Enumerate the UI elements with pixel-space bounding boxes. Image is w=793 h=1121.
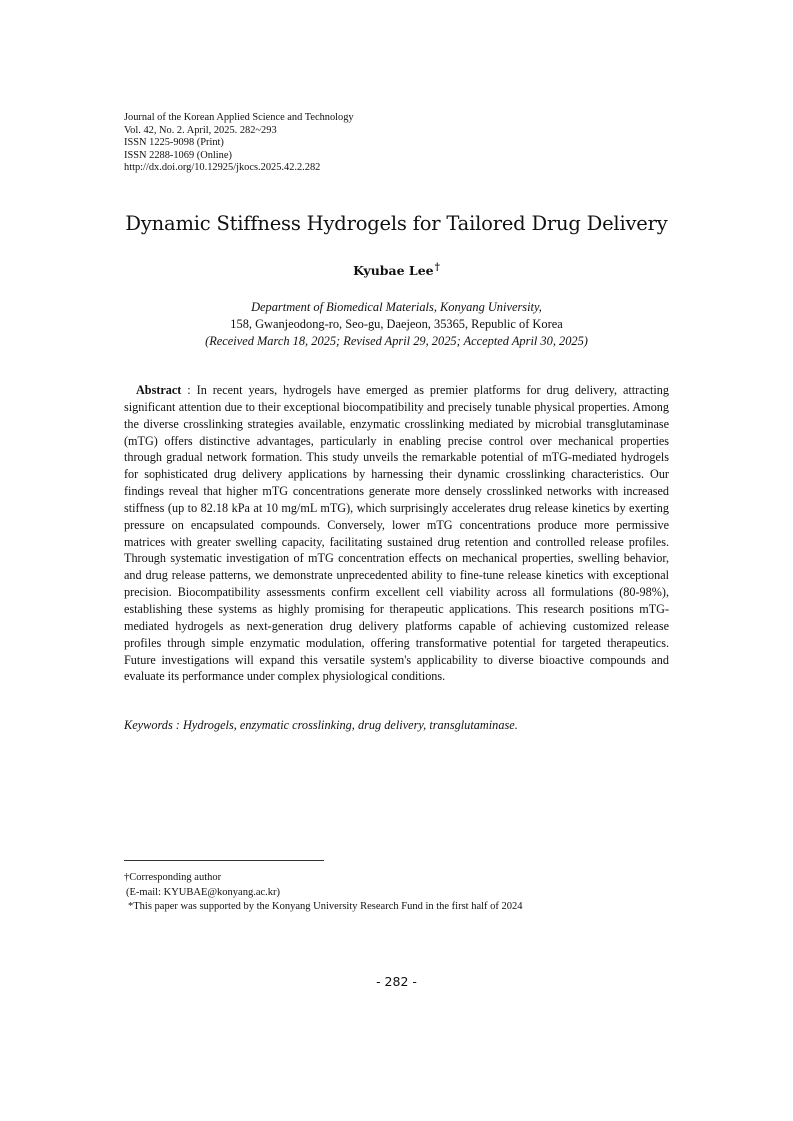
journal-info <box>124 112 354 175</box>
address: 158, Gwanjeodong-ro, Seo-gu, Daejeon, 35365, Republic of Korea <box>230 317 563 331</box>
corresponding-author-note <box>124 871 523 886</box>
issn-print: ISSN 1225-9098 (Print) <box>124 137 224 149</box>
corresponding-label: Corresponding author <box>129 872 222 883</box>
journal-name: Journal of the Korean Applied Science and Technology <box>124 112 354 123</box>
abstract <box>124 382 669 685</box>
footnotes <box>124 871 523 915</box>
abstract-label: Abstract <box>136 383 182 397</box>
keywords: Keywords : Hydrogels, enzymatic crosslinking, drug delivery, transglutaminase. <box>124 718 518 732</box>
abstract-separator: : <box>181 383 197 397</box>
affiliation-block <box>0 299 793 350</box>
author-name: Kyubae Lee <box>353 263 434 279</box>
author-email: (E-mail: KYUBAE@konyang.ac.kr) <box>126 886 281 898</box>
footnote-divider <box>124 860 324 861</box>
journal-volume: Vol. 42, No. 2. April, 2025. 282~293 <box>124 124 277 136</box>
issn-online: ISSN 2288-1069 (Online) <box>124 149 232 161</box>
received-dates: (Received March 18, 2025; Revised April 29, 2025; Accepted April 30, 2025) <box>205 334 588 348</box>
doi-link[interactable]: http://dx.doi.org/10.12925/jkocs.2025.42.2.282 <box>124 162 321 174</box>
author-line <box>0 262 793 278</box>
paper-title: Dynamic Stiffness Hydrogels for Tailored Drug Delivery <box>125 212 668 235</box>
page-number: - 282 - <box>376 974 417 989</box>
funding-note: *This paper was supported by the Konyang University Research Fund in the first half of 2024 <box>128 901 523 912</box>
corresponding-dagger: † <box>124 872 130 883</box>
abstract-text: In recent years, hydrogels have emerged as premier platforms for drug delivery, attracting significant attention due to their exceptional biocompatibility and precisely tunable physical properties. Among the diverse crosslinking strategies available, enzymatic crosslinking mediated by microbial transglutaminase (mTG) offers distinctive advantages, particularly in enabling precise control over mechanical properties through gradual network formation. This study unveils the remarkable potential of mTG-mediated hydrogels for sophisticated drug delivery applications by harnessing their dynamic crosslinking characteristics. Our findings reveal that higher mTG concentrations generate more densely crosslinked networks with increased stiffness (up to 82.18 kPa at 10 mg/mL mTG), which surprisingly accelerates drug release kinetics by exerting pressure on encapsulated compounds. Conversely, lower mTG concentrations produce more permissive matrices with greater swelling capacity, facilitating sustained drug retention and controlled release profiles. Through systematic investigation of mTG concentration effects on mechanical properties, swelling behavior, and drug release patterns, we demonstrate unprecedented ability to fine-tune release kinetics with exceptional precision. Biocompatibility assessments confirm excellent cell viability across all formulations (80-98%), establishing these systems as highly promising for therapeutic applications. This research positions mTG-mediated hydrogels as next-generation drug delivery platforms capable of achieving customized release profiles through simple enzymatic modulation, offering transformative potential for targeted therapeutics. Future investigations will expand this versatile system's applicability to diverse bioactive compounds and evaluate its performance under complex physiological conditions. <box>124 383 669 684</box>
author-dagger: † <box>434 262 440 273</box>
department: Department of Biomedical Materials, Konyang University, <box>251 300 542 314</box>
